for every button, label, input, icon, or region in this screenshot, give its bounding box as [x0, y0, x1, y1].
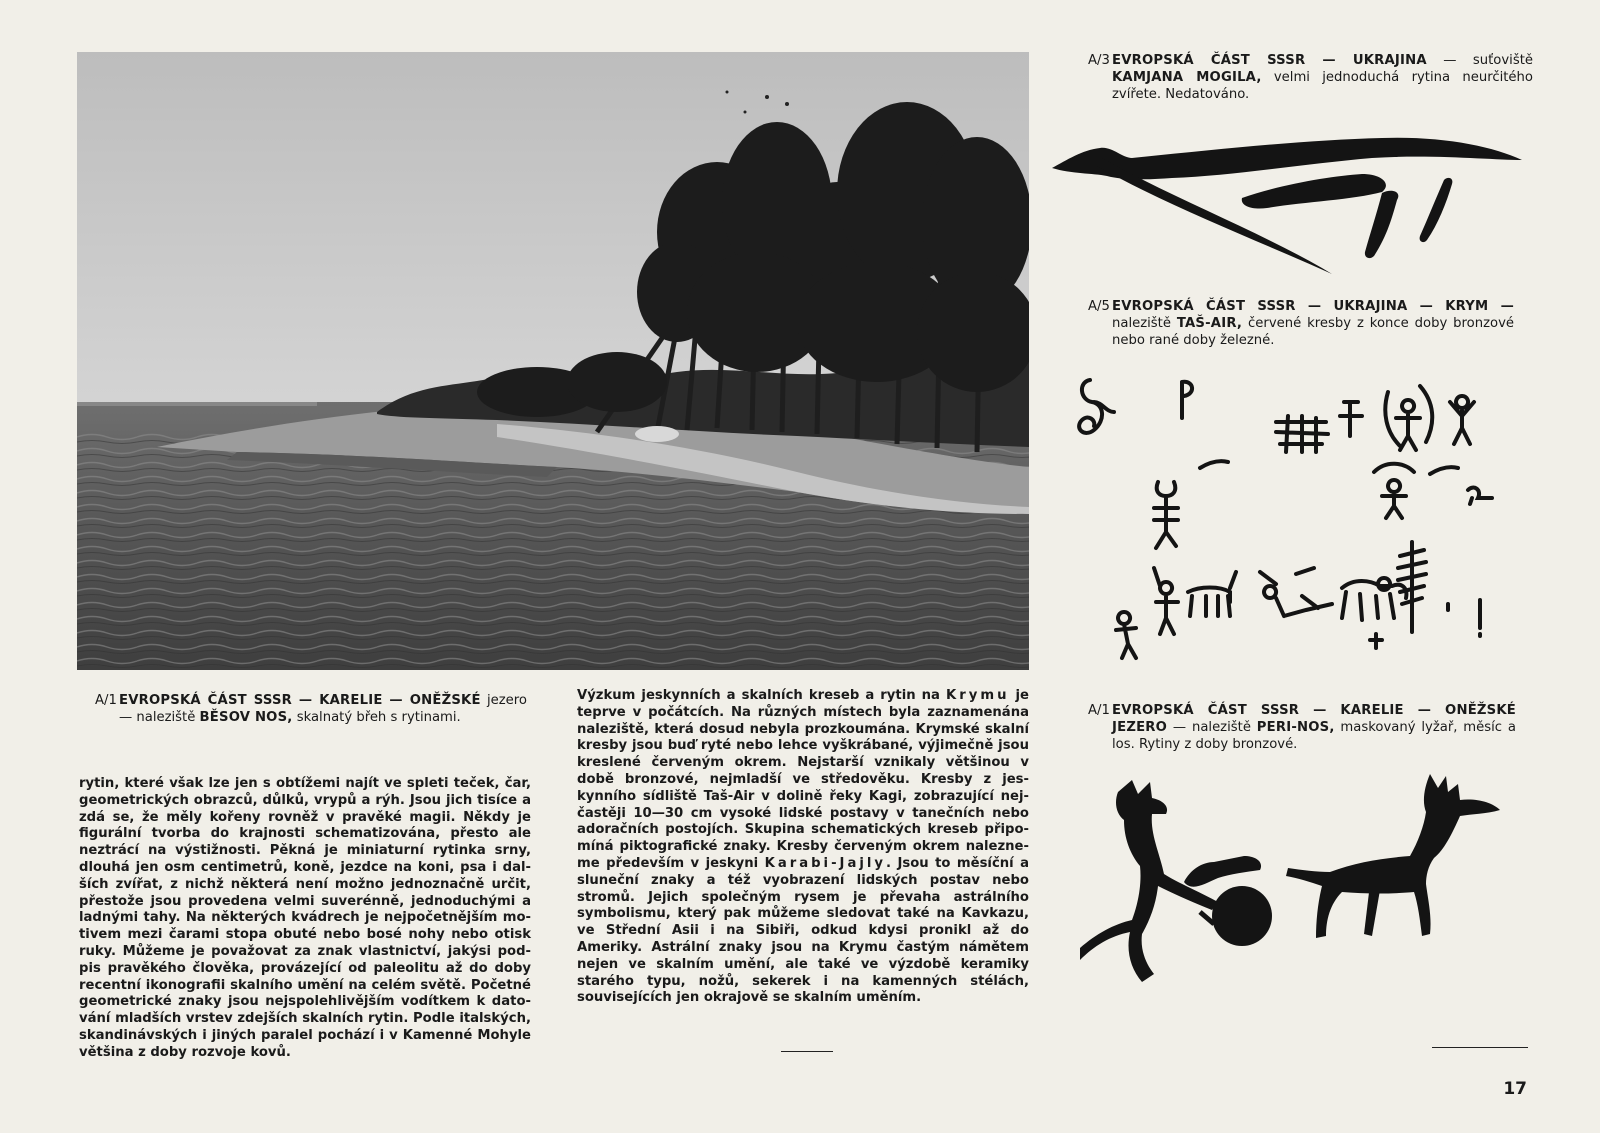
caption-location: EVROPSKÁ ČÁST SSSR — KARELIE — ONĚŽSKÉ JEZERO — [1112, 703, 1516, 735]
caption-peri-nos — [1088, 702, 1516, 753]
kamjana-mogila-drawing — [1052, 128, 1528, 276]
caption-location: EVROPSKÁ ČÁST SSSR — UKRAJINA — KRYM — — [1112, 299, 1514, 314]
caption-text: jezero — naleziště — [119, 693, 527, 725]
place-name-karabi-jajly: Karabi-Jajly — [764, 855, 886, 871]
caption-location: EVROPSKÁ ČÁST SSSR — KARELIE — ONĚŽSKÉ — [119, 693, 481, 708]
caption-description: skalnatý břeh s rytinami. — [292, 710, 461, 725]
divider-rule — [1432, 1047, 1528, 1048]
caption-text: — suťoviště — [1426, 53, 1533, 68]
caption-description: červené kresby z konce doby bronzové nebo rané doby železné. — [1112, 316, 1514, 348]
caption-site: TAŠ-AIR, — [1176, 316, 1243, 331]
divider-rule — [781, 1051, 833, 1052]
caption-location: EVROPSKÁ ČÁST SSSR — UKRAJINA — [1112, 53, 1427, 68]
caption-a5 — [1088, 298, 1514, 349]
paragraph-part: Výzkum jeskynních a skalních kreseb a rytin na — [577, 688, 947, 703]
caption-code: A/1 — [1088, 703, 1110, 718]
page-number: 17 — [1503, 1079, 1527, 1099]
place-name-krym: Krymu — [946, 688, 1010, 703]
left-paragraph: rytin, které však lze jen s obtížemi najít ve spleti teček, čar, geometrických obrazců, důlků, vrypů a rýh. Jsou jich tisíce a zdá se, že měly kořeny rovněž v pravěké magii. Někdy je figurální tvorba do krajnosti schematizována, přesto ale neztrácí na výstižnosti. Pěkná je miniaturní rytinka srny, dlouhá jen osm centimetrů, koně, jezdce na koni, psa i dalších zvířat, z nichž některá není možno jednoznačně určit, přestože jsou provedena velmi suverénně, jednoduchými a ladnými tahy. Na některých kvádrech je nejpočetnějším motivem mezi čarami stopa obuté nebo bosé nohy nebo otisk ruky. Můžeme je považovat za znak vlastnictví, jakýsi podpis pravěkého člověka, provázející od paleolitu až do doby recentní ikonografii skalního umění na celém světě. Početné geometrické znaky jsou nejspolehlivějším vodítkem k datování mladších vrstev zdejších skalních rytin. Podle italských, skandinávských i jiných paralel pochází i v Kamenné Mohyle většina z doby rozvoje kovů. — [79, 776, 531, 1060]
caption-text: — naleziště — [1167, 720, 1257, 735]
caption-code: A/3 — [1088, 53, 1110, 68]
caption-site: KAMJANA MOGILA, — [1112, 70, 1262, 85]
caption-site: BĚSOV NOS, — [199, 710, 293, 725]
peri-nos-petroglyphs — [1080, 774, 1534, 994]
caption-code: A/5 — [1088, 299, 1110, 314]
caption-code: A/1 — [95, 693, 117, 708]
caption-description: maskovaný lyžař, měsíc a los. Rytiny z doby bronzové. — [1112, 720, 1516, 752]
left-text-column — [79, 776, 531, 1062]
caption-text: naleziště — [1112, 316, 1177, 331]
caption-description: velmi jednoduchá rytina neurčitého zvířete. Nedatováno. — [1112, 70, 1533, 102]
paragraph-part: . Jsou to měsíční a sluneční znaky a též vyobrazení lidských postav nebo stromů. Jejich společným rysem je převaha astrálního symbolismu, který pak můžeme sledovat také na Kavkazu, ve Střední Asii i na Sibiři, odkud kdysi pronikl až do Ameriky. Astrální znaky jsou na Krymu častým námětem nejen ve skalním umění, ale také ve výzdobě keramiky starého typu, nožů, sekerek i na kamenných stélách, souvisejících jen okrajově se skalním uměním. — [577, 855, 1029, 1006]
middle-text-column — [577, 688, 1029, 1007]
caption-site: PERI-NOS, — [1256, 720, 1335, 735]
shoreline-photo — [77, 52, 1029, 670]
tas-air-pictographs — [1070, 372, 1526, 668]
middle-paragraph — [577, 688, 1029, 1007]
paragraph-part: je teprve v počátcích. Na různých místech byla zaznamenána naleziště, která dosud nebyla prozkoumána. Krymské skalní kresby jsou buď ryté nebo lehce vyškrábané, výjimečně jsou kreslené červeným okrem. Nejstarší vznikaly většinou v době bronzové, nejmladší ve středověku. Kresby z jeskynního sídliště Taš-Air v dolině řeky Kagi, zobrazující nejčastěji 10—30 cm vysoké lidské postavy v tanečních nebo adoračních postojích. Skupina schematických kreseb připomíná piktografické znaky. Kresby červeným okrem nalezneme především v jeskyni — [577, 688, 1029, 871]
caption-a3 — [1088, 52, 1533, 103]
photo-caption — [95, 692, 527, 726]
